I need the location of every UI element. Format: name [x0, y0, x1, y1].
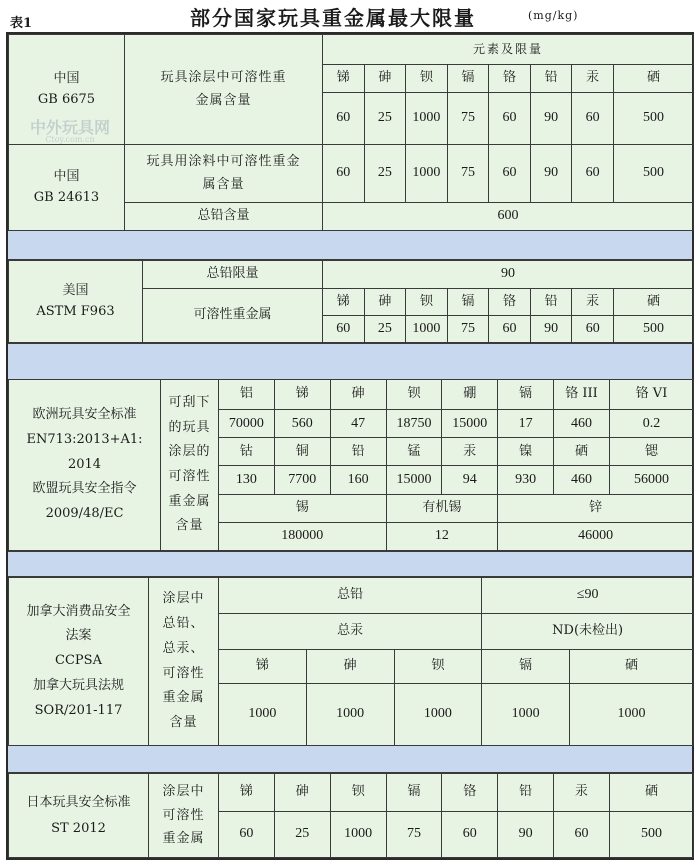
china-standard-cell-2 — [9, 145, 125, 231]
element-cell: 锑 — [323, 65, 365, 93]
value-cell: 90 — [530, 145, 572, 203]
value-cell: 1000 — [482, 684, 570, 746]
element-cell: 铅 — [498, 774, 554, 812]
element-cell: 镍 — [498, 438, 554, 466]
usa-std: ASTM F963 — [36, 303, 115, 319]
eu-standard-cell — [9, 380, 161, 551]
value-cell: 60 — [489, 316, 531, 343]
eu-line-3: 2014 — [67, 456, 102, 472]
value-cell: 60 — [323, 145, 365, 203]
usa-country: 美国 — [62, 282, 89, 298]
element-cell: 硒 — [570, 650, 694, 684]
value-cell: 60 — [489, 93, 531, 145]
canada-category-line: 总铅、 — [162, 616, 205, 632]
value-cell: 25 — [274, 812, 330, 858]
header — [0, 0, 700, 32]
element-cell: 砷 — [274, 774, 330, 812]
element-cell: 镉 — [498, 380, 554, 410]
value-cell: 75 — [447, 145, 489, 203]
value-cell: 160 — [330, 466, 386, 494]
page-title: 部分国家玩具重金属最大限量 — [190, 6, 476, 30]
value-cell: 460 — [554, 466, 610, 494]
value-cell: 1000 — [394, 684, 482, 746]
japan-category-cell — [149, 774, 219, 858]
element-cell: 砷 — [364, 65, 406, 93]
canada-total-mercury-label: 总汞 — [219, 614, 482, 650]
value-cell: 560 — [274, 410, 330, 438]
canada-line-3: CCPSA — [55, 653, 102, 669]
watermark-main: 中外玩具网 — [29, 118, 110, 137]
china-std-gb24613: GB 24613 — [33, 189, 100, 205]
canada-line-2: 法案 — [65, 628, 92, 644]
section-divider — [8, 745, 692, 773]
canada-line-1: 加拿大消费品安全 — [26, 603, 131, 619]
value-cell: 60 — [572, 93, 614, 145]
value-cell: 15000 — [442, 410, 498, 438]
value-cell: 75 — [447, 93, 489, 145]
canada-category-line: 重金属 — [162, 690, 205, 706]
element-cell: 锑 — [219, 774, 275, 812]
value-cell: 90 — [530, 93, 572, 145]
canada-category-line: 可溶性 — [162, 665, 205, 681]
value-cell: 1000 — [570, 684, 694, 746]
eu-category-line: 的玩具 — [168, 419, 211, 435]
element-cell: 镉 — [447, 289, 489, 316]
element-cell: 汞 — [554, 774, 610, 812]
watermark-sub: Ctoy.com.cn — [45, 135, 95, 144]
element-cell: 钡 — [406, 289, 448, 316]
value-cell: 500 — [614, 316, 694, 343]
value-cell: 70000 — [219, 410, 275, 438]
eu-elements-row-1 — [9, 380, 694, 410]
japan-section — [8, 773, 694, 857]
canada-total-lead-label: 总铅 — [219, 578, 482, 614]
usa-total-lead-label: 总铅限量 — [143, 261, 323, 289]
element-cell: 钡 — [330, 774, 386, 812]
china-row2-label: 玩具用涂料中可溶性重金属含量 — [125, 145, 323, 203]
eu-category-line: 可溶性 — [168, 469, 211, 484]
element-cell: 锡 — [219, 494, 387, 522]
element-cell: 铅 — [330, 438, 386, 466]
unit-label: (mg/kg) — [528, 9, 579, 22]
usa-section — [8, 260, 694, 342]
value-cell: 1000 — [406, 145, 448, 203]
element-cell: 锑 — [274, 380, 330, 410]
value-cell: 15000 — [386, 466, 442, 494]
element-cell: 钡 — [386, 380, 442, 410]
canada-section — [8, 577, 694, 745]
element-cell: 铬 — [489, 65, 531, 93]
eu-category-line: 涂层的 — [168, 444, 211, 460]
element-cell: 锰 — [386, 438, 442, 466]
eu-category-cell — [161, 380, 219, 551]
value-cell: 500 — [610, 812, 694, 858]
canada-category-cell — [149, 578, 219, 746]
value-cell: 60 — [489, 145, 531, 203]
element-cell: 钡 — [406, 65, 448, 93]
table-label: 表1 — [10, 16, 33, 31]
value-cell: 7700 — [274, 466, 330, 494]
element-cell: 锶 — [610, 438, 694, 466]
element-cell: 钡 — [394, 650, 482, 684]
value-cell: 60 — [219, 812, 275, 858]
eu-line-5: 2009/48/EC — [45, 506, 124, 522]
china-values-row-2 — [9, 145, 694, 203]
value-cell: 60 — [323, 93, 365, 145]
element-cell: 铬 — [489, 289, 531, 316]
eu-category-line: 含量 — [175, 518, 204, 534]
canada-line-4: 加拿大玩具法规 — [32, 677, 124, 693]
element-cell: 砷 — [330, 380, 386, 410]
element-cell: 钴 — [219, 438, 275, 466]
value-cell: 25 — [364, 316, 406, 343]
element-cell: 镉 — [386, 774, 442, 812]
value-cell: 25 — [364, 145, 406, 203]
value-cell: 17 — [498, 410, 554, 438]
watermark — [20, 120, 120, 144]
section-divider — [8, 343, 692, 380]
element-cell: 锌 — [498, 494, 694, 522]
value-cell: 1000 — [330, 812, 386, 858]
element-cell: 硼 — [442, 380, 498, 410]
element-cell: 铝 — [219, 380, 275, 410]
element-cell: 汞 — [572, 289, 614, 316]
usa-soluble-label: 可溶性重金属 — [143, 289, 323, 343]
japan-category-line: 涂层中 — [162, 784, 205, 800]
value-cell: 60 — [572, 316, 614, 343]
value-cell: 94 — [442, 466, 498, 494]
element-cell: 汞 — [572, 65, 614, 93]
element-cell: 硒 — [610, 774, 694, 812]
canada-standard-cell — [9, 578, 149, 746]
china-country-2: 中国 — [53, 168, 80, 184]
element-cell: 硒 — [614, 289, 694, 316]
canada-total-lead-value: ≤90 — [482, 578, 694, 614]
eu-section — [8, 379, 694, 551]
element-cell: 硒 — [554, 438, 610, 466]
elements-header: 元素及限量 — [323, 35, 694, 65]
value-cell: 12 — [386, 522, 498, 550]
element-cell: 硒 — [613, 65, 693, 93]
japan-standard-cell — [9, 774, 149, 858]
canada-category-line: 总汞、 — [162, 640, 205, 656]
eu-category-line: 可刮下 — [168, 394, 211, 410]
value-cell: 60 — [572, 145, 614, 203]
usa-total-lead-value: 90 — [323, 261, 694, 289]
element-cell: 砷 — [364, 289, 406, 316]
element-cell: 铬 — [442, 774, 498, 812]
element-cell: 铅 — [530, 289, 572, 316]
element-cell: 铜 — [274, 438, 330, 466]
eu-line-4: 欧盟玩具安全指令 — [32, 481, 137, 497]
value-cell: 1000 — [406, 93, 448, 145]
value-cell: 60 — [442, 812, 498, 858]
value-cell: 1000 — [406, 316, 448, 343]
value-cell: 47 — [330, 410, 386, 438]
china-row3-label: 总铅含量 — [125, 203, 323, 231]
value-cell: 25 — [364, 93, 406, 145]
eu-line-1: 欧洲玩具安全标准 — [32, 407, 137, 423]
canada-line-5: SOR/201-117 — [34, 702, 123, 718]
value-cell: 46000 — [498, 522, 694, 550]
japan-line-2: ST 2012 — [51, 820, 106, 836]
value-cell: 90 — [530, 316, 572, 343]
section-divider — [8, 551, 692, 577]
element-cell: 锑 — [219, 650, 307, 684]
eu-line-2: EN713:2013+A1: — [26, 431, 143, 447]
element-cell: 砷 — [306, 650, 394, 684]
value-cell: 180000 — [219, 522, 387, 550]
value-cell: 1000 — [219, 684, 307, 746]
value-cell: 75 — [386, 812, 442, 858]
value-cell: 1000 — [306, 684, 394, 746]
china-total-lead-value: 600 — [323, 203, 694, 231]
japan-category-line: 可溶性 — [162, 807, 205, 823]
usa-standard-cell — [9, 261, 143, 343]
value-cell: 460 — [554, 410, 610, 438]
element-cell: 铬 III — [554, 380, 610, 410]
japan-category-line: 重金属 — [162, 831, 205, 847]
value-cell: 60 — [323, 316, 365, 343]
section-divider — [8, 230, 692, 260]
element-cell: 镉 — [482, 650, 570, 684]
value-cell: 930 — [498, 466, 554, 494]
china-row1-label: 玩具涂层中可溶性重金属含量 — [125, 35, 323, 145]
canada-category-line: 含量 — [169, 714, 198, 730]
value-cell: 56000 — [610, 466, 694, 494]
element-cell: 铬 VI — [610, 380, 694, 410]
japan-line-1: 日本玩具安全标准 — [26, 794, 131, 810]
element-cell: 镉 — [447, 65, 489, 93]
element-cell: 锑 — [323, 289, 365, 316]
element-cell: 汞 — [442, 438, 498, 466]
value-cell: 18750 — [386, 410, 442, 438]
value-cell: 130 — [219, 466, 275, 494]
china-country: 中国 — [53, 70, 80, 86]
value-cell: 500 — [613, 145, 693, 203]
value-cell: 90 — [498, 812, 554, 858]
element-cell: 铅 — [530, 65, 572, 93]
eu-category-line: 重金属 — [168, 493, 211, 509]
china-std-gb6675: GB 6675 — [37, 91, 96, 107]
value-cell: 0.2 — [610, 410, 694, 438]
element-cell: 有机锡 — [386, 494, 498, 522]
value-cell: 500 — [613, 93, 693, 145]
canada-category-line: 涂层中 — [162, 591, 205, 607]
canada-total-mercury-value: ND(未检出) — [482, 614, 694, 650]
value-cell: 75 — [447, 316, 489, 343]
value-cell: 60 — [554, 812, 610, 858]
japan-elements-row — [9, 774, 694, 812]
